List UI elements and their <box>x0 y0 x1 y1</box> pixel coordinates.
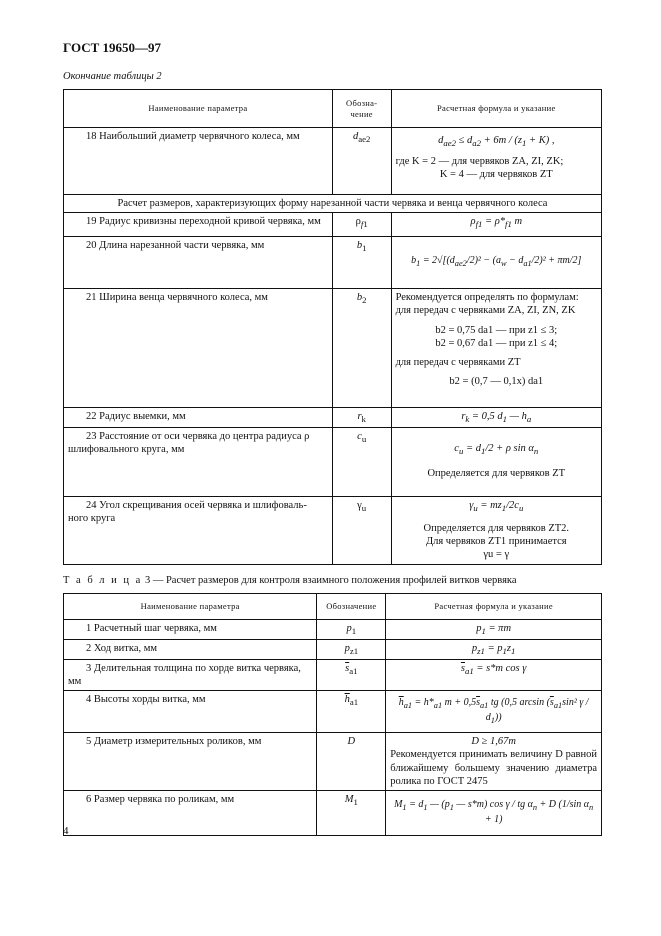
param-symbol: $d_{ae2}$ <box>332 128 391 194</box>
table-3-caption: 3 — Расчет размеров для контроля взаимного положения профилей витков червяка <box>144 575 517 586</box>
param-symbol: $M_1$ <box>317 790 386 835</box>
formula-note: для передач с червяками ZA, ZI, ZN, ZK <box>395 305 576 317</box>
param-name: 22 Радиус выемки, мм <box>64 407 333 427</box>
formula-note: K = 4 — для червяков ZT <box>439 169 553 181</box>
param-symbol: $c_u$ <box>332 428 391 496</box>
param-formula: $r_k = 0,5$ $d_1$ — $h_a$ <box>391 407 601 427</box>
standard-header: ГОСТ 19650—97 <box>63 40 162 55</box>
formula-note: b2 = 0,75 da1 — при z1 ≤ 3; <box>435 324 558 336</box>
param-name: 5 Диаметр измерительных роликов, мм <box>64 733 317 791</box>
table-row <box>64 212 602 236</box>
param-formula: $c_u = d_1/2 + \rho$ $\sin \alpha_n$ Определяется для червяков ZT <box>391 428 601 496</box>
param-formula: $\gamma_u = mz_1/2c_u$ Определяется для червяков ZT2. Для червяков ZT1 принимается γu = γ <box>391 496 601 564</box>
param-symbol: $b_2$ <box>332 289 391 408</box>
param-formula: $p_{z1} = p_1z_1$ <box>386 640 602 660</box>
table-3-title <box>63 575 517 586</box>
formula-note: Рекомендуется принимать величину D равной ближайшему большему значению диаметра ролика по ГОСТ 2475 <box>390 749 597 787</box>
param-formula: $p_1 = \pi m$ <box>386 620 602 640</box>
param-formula: $d_{ae2} \le d_{a2} + 6m / (z_1 + K)$ , где K = 2 — для червяков ZA, ZI, ZK; K = 4 — для червяков ZT <box>391 128 601 194</box>
param-symbol: D <box>317 733 386 791</box>
param-name: 4 Высоты хорды витка, мм <box>64 691 317 733</box>
param-formula <box>391 289 601 408</box>
param-symbol: $r_k$ <box>332 407 391 427</box>
param-formula: $\overline{h}_{a1} = h*_{a1}$ $m + 0,5\overline{s}_{a1}$ tg (0,5 $\arcsin (\overline{s}_{a1}\sin^2$ γ / $d_1$)) <box>386 691 602 733</box>
param-symbol: $p_1$ <box>317 620 386 640</box>
table-row <box>64 407 602 427</box>
param-symbol: $\overline{s}_{a1}$ <box>317 660 386 691</box>
param-name: 2 Ход витка, мм <box>64 640 317 660</box>
param-formula: $M_1 = d_1$ — ($p_1$ — s*m) cos γ / tg $\alpha_n + D$ (1/sin $\alpha_n + 1$) <box>386 790 602 835</box>
param-name: 21 Ширина венца червячного колеса, мм <box>64 289 333 408</box>
formula-note: b2 = (0,7 — 0,1x) da1 <box>449 375 544 387</box>
formula-note: Для червяков ZT1 принимается <box>425 535 567 547</box>
param-name: 23 Расстояние от оси червяка до центра радиуса ρ шлифовального круга, мм <box>64 428 333 496</box>
param-formula: D ≥ 1,67m Рекомендуется принимать величину D равной ближайшему большему значению диаметра ролика по ГОСТ 2475 <box>386 733 602 791</box>
table-2 <box>63 89 602 565</box>
table-3 <box>63 593 602 836</box>
table-row <box>64 790 602 835</box>
formula-note: для передач с червяками ZT <box>395 356 521 368</box>
param-name: 1 Расчетный шаг червяка, мм <box>64 620 317 640</box>
table-row <box>64 236 602 288</box>
table-row <box>64 691 602 733</box>
param-formula: $\rho_{f1} = \rho*_{f1}$ m <box>391 212 601 236</box>
table-header-row <box>64 594 602 620</box>
formula-note: b2 = 0,67 da1 — при z1 ≤ 4; <box>435 337 558 349</box>
formula-note: γu = γ <box>483 548 510 560</box>
col-header-symbol: Обозначение <box>317 594 386 620</box>
param-symbol: $b_1$ <box>332 236 391 288</box>
param-symbol: $\gamma_u$ <box>332 496 391 564</box>
table-3-label: Т а б л и ц а <box>63 575 143 586</box>
table-row <box>64 428 602 496</box>
param-symbol: $\overline{h}_{a1}$ <box>317 691 386 733</box>
table-row <box>64 640 602 660</box>
table-row <box>64 660 602 691</box>
section-row <box>64 194 602 212</box>
param-name: 18 Наибольший диаметр червячного колеса, мм <box>64 128 333 194</box>
table-continuation-caption: Окончание таблицы 2 <box>63 71 162 82</box>
page-number: 4 <box>63 825 69 837</box>
table-row <box>64 620 602 640</box>
param-name: 24 Угол скрещивания осей червяка и шлифоваль- ного круга <box>64 496 333 564</box>
table-row <box>64 289 602 408</box>
param-symbol: $p_{z1}$ <box>317 640 386 660</box>
param-name: 3 Делительная толщина по хорде витка червяка, мм <box>64 660 317 691</box>
table-row <box>64 128 602 194</box>
col-header-name: Наименование параметра <box>64 90 333 128</box>
param-formula: $\overline{s}_{a1} = s*m$ cos γ <box>386 660 602 691</box>
param-symbol: $\rho_{f1}$ <box>332 212 391 236</box>
param-name: 20 Длина нарезанной части червяка, мм <box>64 236 333 288</box>
param-formula: $b_1 = 2√[(d_{ae2}/2)^2 - (a_w - d_{a1}/2)^2 + \pi m/2]$ <box>391 236 601 288</box>
table-row <box>64 496 602 564</box>
col-header-symbol: Обозна- чение <box>332 90 391 128</box>
param-name: 6 Размер червяка по роликам, мм <box>64 790 317 835</box>
section-heading: Расчет размеров, характеризующих форму нарезанной части червяка и венца червячного колеса <box>64 194 602 212</box>
formula-note: Определяется для червяков ZT <box>427 468 566 480</box>
formula-note: где K = 2 — для червяков ZA, ZI, ZK; <box>395 156 564 168</box>
formula-note: Рекомендуется определять по формулам: <box>395 292 579 304</box>
col-header-name: Наименование параметра <box>64 594 317 620</box>
formula-note: Определяется для червяков ZT2. <box>423 522 570 534</box>
param-name: 19 Радиус кривизны переходной кривой червяка, мм <box>64 212 333 236</box>
table-row <box>64 733 602 791</box>
col-header-formula: Расчетная формула и указание <box>391 90 601 128</box>
table-header-row <box>64 90 602 128</box>
col-header-formula: Расчетная формула и указание <box>386 594 602 620</box>
